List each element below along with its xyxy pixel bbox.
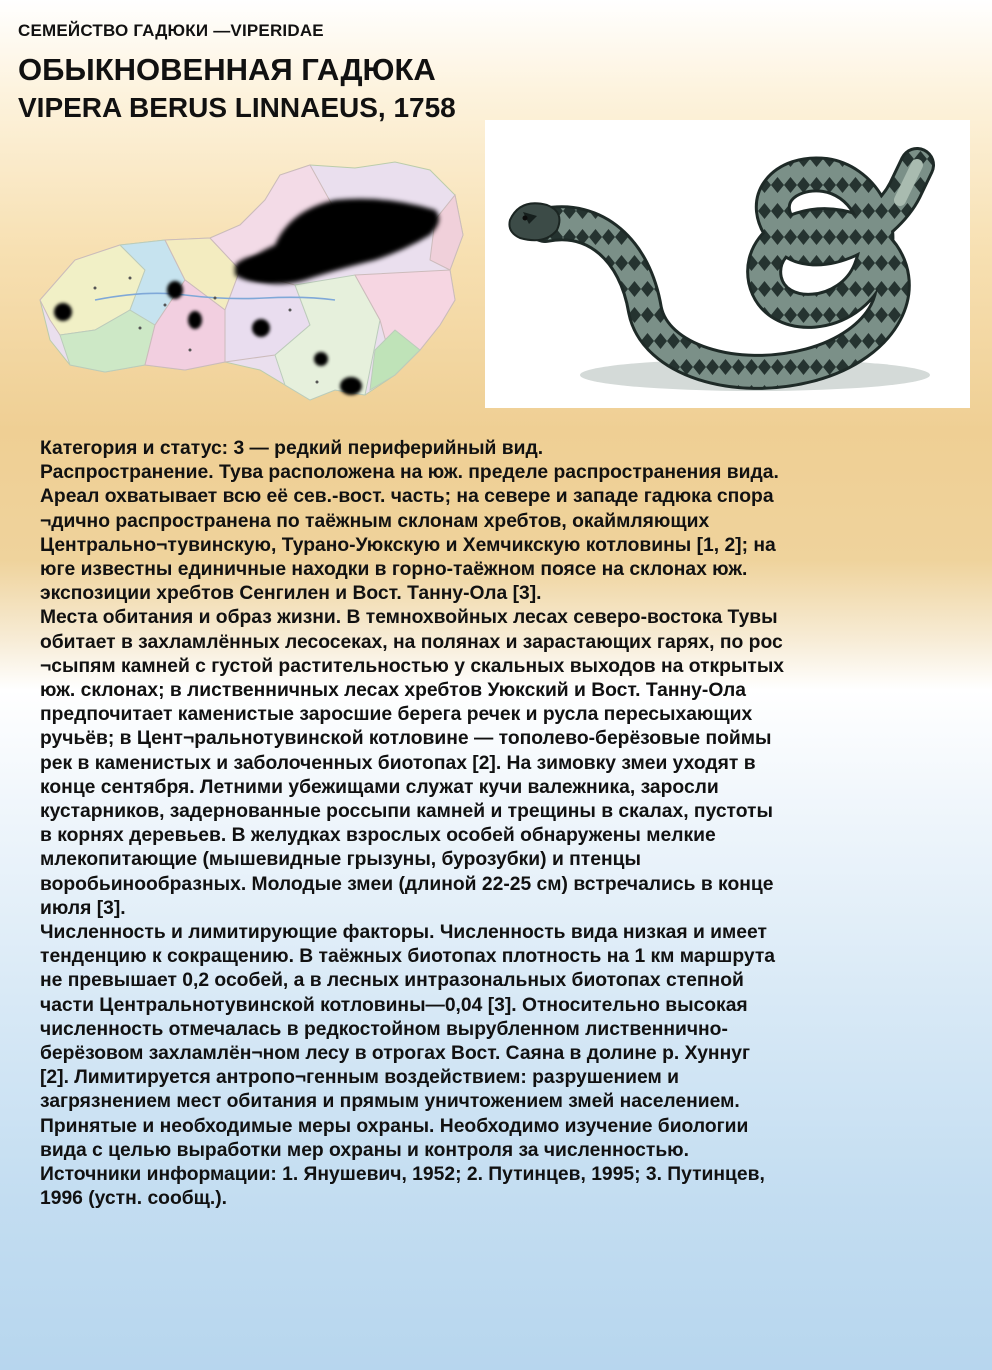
text-line: берёзовом захламлён¬ном лесу в отрогах Вост. Саяна в долине р. Хуннуг [40,1043,750,1065]
text-line: Ареал охватывает всю её сев.-вост. часть; на севере и западе гадюка спора [40,486,774,508]
text-line: Источники информации: 1. Янушевич, 1952; 2. Путинцев, 1995; 3. Путинцев, [40,1164,765,1186]
text-line: загрязнением мест обитания и прямым уничтожением змей населением. [40,1091,740,1113]
text-line: Распространение. Тува расположена на юж. пределе распространения вида. [40,462,779,484]
text-line: не превышает 0,2 особей, а в лесных интразональных биотопах степной [40,970,744,992]
latin-name: VIPERA BERUS LINNAEUS, 1758 [18,92,456,123]
text-line: конце сентября. Летними убежищами служат кучи валежника, заросли [40,776,719,798]
text-line: вида с целью выработки мер охраны и контроля за численностью. [40,1139,690,1161]
text-line: тенденцию к сокращению. В таёжных биотопах плотность на 1 км маршрута [40,946,776,968]
text-line: кустарников, задернованные россыпи камней и трещины в скалах, пустоты [40,801,773,823]
text-line: Принятые и необходимые меры охраны. Необходимо изучение биологии [40,1115,749,1137]
text-line: юж. склонах; в лиственничных лесах хребтов Уюкский и Вост. Танну-Ола [40,680,747,702]
text-line: ¬сыпям камней с густой растительностью у скальных выходов на открытых [40,655,785,677]
text-line: рек в каменистых и заболоченных биотопах [2]. На зимовку змеи уходят в [40,752,756,774]
text-line: воробьинообразных. Молодые змеи (длиной 22-25 см) встречались в конце [40,873,774,895]
text-line: предпочитает каменистые заросшие берега речек и русла пересыхающих [40,704,753,726]
text-line: ¬дично распространена по таёжным склонам хребтов, окаймляющих [40,510,710,532]
text-line: Места обитания и образ жизни. В темнохвойных лесах северо-востока Тувы [40,607,778,629]
text-line: юге известны единичные находки в горно-таёжном поясе на склонах юж. [40,559,748,581]
text-line: части Центральнотувинской котловины—0,04 [3]. Относительно высокая [40,994,748,1016]
text-line: млекопитающие (мышевидные грызуны, бурозубки) и птенцы [40,849,641,871]
distribution-map-icon [35,150,480,420]
distribution-map [35,150,480,420]
species-title: ОБЫКНОВЕННАЯ ГАДЮКА [18,52,436,87]
text-line: ручьёв; в Цент¬ральнотувинской котловине — тополево-берёзовые поймы [40,728,772,750]
text-line: численность отмечалась в редкостойном вырубленном лиственнично- [40,1018,728,1040]
viper-illustration-icon [485,120,970,408]
species-description [40,437,980,1212]
viper-photo [485,120,970,408]
text-line: в корнях деревьев. В желудках взрослых особей обнаружены мелкие [40,825,716,847]
text-line: обитает в захламлённых лесосеках, на полянах и зарастающих гарях, по рос [40,631,783,653]
text-line: [2]. Лимитируется антропо¬генным воздействием: разрушением и [40,1067,679,1089]
family-heading: СЕМЕЙСТВО ГАДЮКИ —VIPERIDAE [18,21,324,40]
text-line: июля [3]. [40,897,126,919]
text-line: Категория и статус: 3 — редкий периферийный вид. [40,438,544,459]
text-line: 1996 (устн. сообщ.). [40,1188,228,1210]
text-line: Численность и лимитирующие факторы. Численность вида низкая и имеет [40,922,767,944]
text-line: Центрально¬тувинскую, Турано-Уюкскую и Хемчикскую котловины [1, 2]; на [40,534,776,556]
text-line: экспозиции хребтов Сенгилен и Вост. Танну-Ола [3]. [40,583,542,605]
